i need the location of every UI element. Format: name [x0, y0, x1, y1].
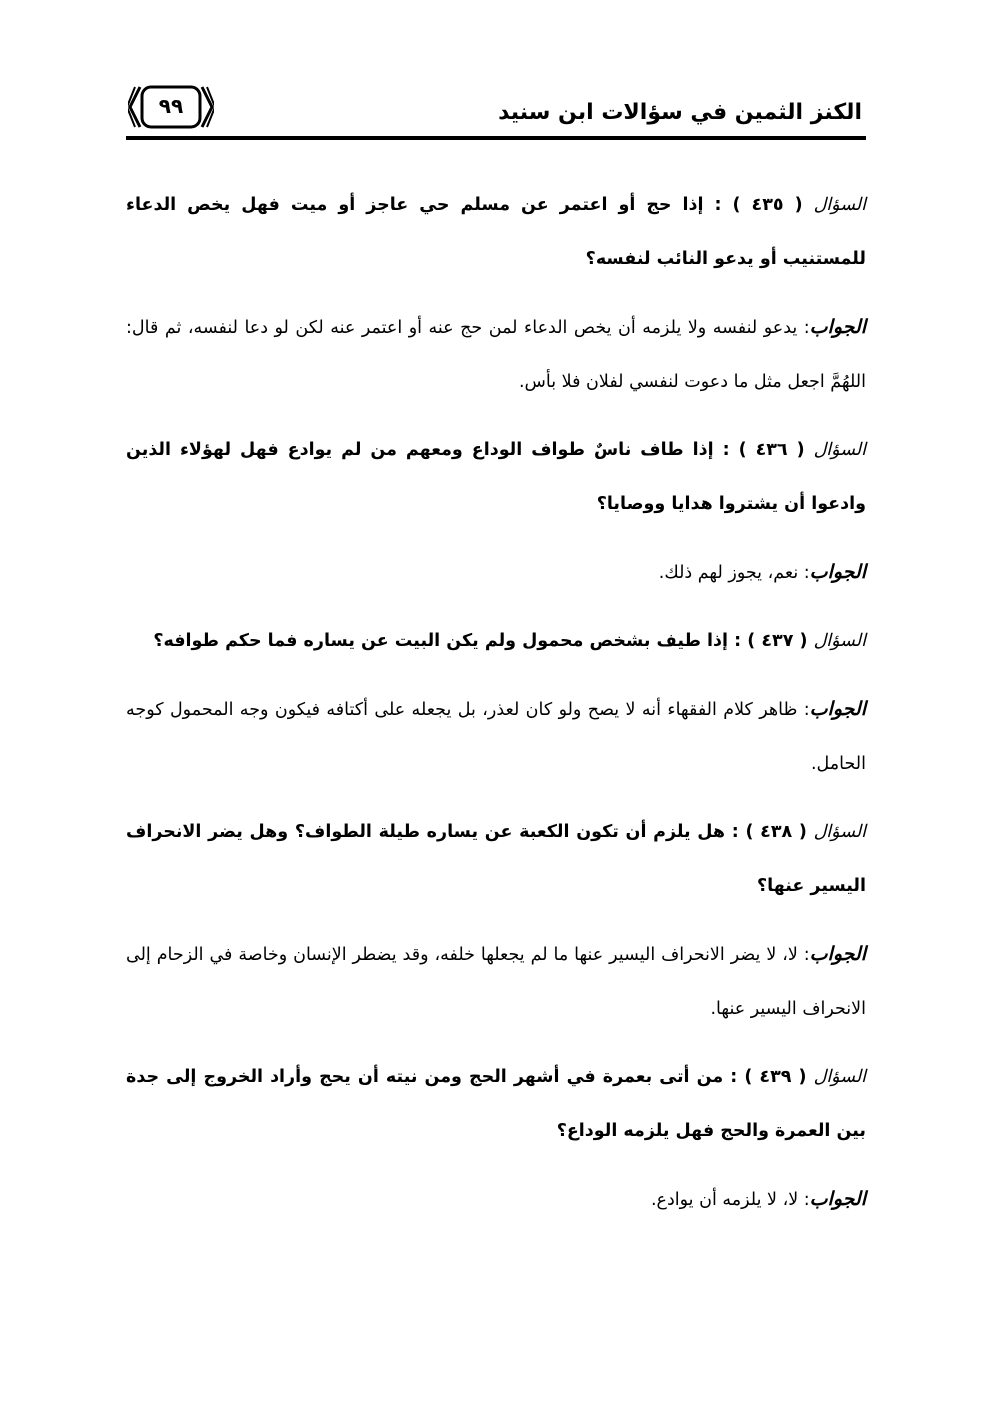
answer-text: : لا، لا يضر الانحراف اليسير عنها ما لم يجعلها خلفه، وقد يضطر الإنسان وخاصة في الزحام إلى الانحراف اليسير عنها. — [126, 945, 866, 1019]
answer-439 — [126, 1172, 866, 1227]
page-number-badge — [128, 84, 214, 130]
answer-435 — [126, 300, 866, 409]
question-label: السؤال — [813, 195, 867, 215]
question-text: إذا طاف ناسٌ طواف الوداع ومعهم من لم يوادع فهل لهؤلاء الذين وادعوا أن يشتروا هدايا ووصايا؟ — [126, 440, 866, 514]
page-number: ٩٩ — [158, 94, 184, 118]
answer-label: الجواب — [809, 698, 866, 720]
answer-label: الجواب — [809, 316, 866, 338]
question-text: إذا حج أو اعتمر عن مسلم حي عاجز أو ميت فهل يخص الدعاء للمستنيب أو يدعو النائب لنفسه؟ — [126, 195, 866, 269]
qa-list — [126, 178, 866, 1241]
question-label: السؤال — [813, 631, 866, 651]
question-label: السؤال — [813, 822, 867, 842]
question-437 — [126, 614, 866, 668]
question-text: من أتى بعمرة في أشهر الحج ومن نيته أن يحج وأراد الخروج إلى جدة بين العمرة والحج فهل يلزمه الوداع؟ — [126, 1067, 866, 1141]
question-label: السؤال — [813, 440, 867, 460]
answer-text: : نعم، يجوز لهم ذلك. — [658, 563, 810, 583]
question-number: ( ٤٣٧ ) : — [734, 631, 808, 651]
answer-437 — [126, 682, 866, 791]
question-number: ( ٤٣٥ ) : — [714, 195, 803, 215]
question-438 — [126, 805, 866, 913]
book-title: الكنز الثمين في سؤالات ابن سنيد — [498, 100, 862, 125]
question-number: ( ٤٣٩ ) : — [730, 1067, 807, 1087]
question-number: ( ٤٣٨ ) : — [731, 822, 807, 842]
page-header — [126, 82, 866, 140]
answer-label: الجواب — [809, 1188, 866, 1210]
question-text: إذا طيف بشخص محمول ولم يكن البيت عن يساره فما حكم طوافه؟ — [153, 631, 729, 651]
question-436 — [126, 423, 866, 531]
question-text: هل يلزم أن تكون الكعبة عن يساره طيلة الطواف؟ وهل يضر الانحراف اليسير عنها؟ — [126, 822, 866, 896]
answer-text: : ظاهر كلام الفقهاء أنه لا يصح ولو كان لعذر، بل يجعله على أكتافه فيكون وجه المحمول كوجه الحامل. — [126, 700, 866, 774]
header-divider — [126, 136, 866, 140]
answer-438 — [126, 927, 866, 1036]
question-number: ( ٤٣٦ ) : — [722, 440, 805, 460]
document-page — [126, 0, 866, 1403]
answer-text: : يدعو لنفسه ولا يلزمه أن يخص الدعاء لمن حج عنه أو اعتمر عنه لكن لو دعا لنفسه، ثم قال: اللهُمَّ اجعل مثل ما دعوت لنفسي لفلان فلا بأس. — [126, 318, 866, 392]
question-label: السؤال — [813, 1067, 867, 1087]
answer-436 — [126, 545, 866, 600]
answer-label: الجواب — [809, 943, 866, 965]
answer-label: الجواب — [809, 561, 866, 583]
question-435 — [126, 178, 866, 286]
question-439 — [126, 1050, 866, 1158]
answer-text: : لا، لا يلزمه أن يوادع. — [650, 1190, 810, 1210]
